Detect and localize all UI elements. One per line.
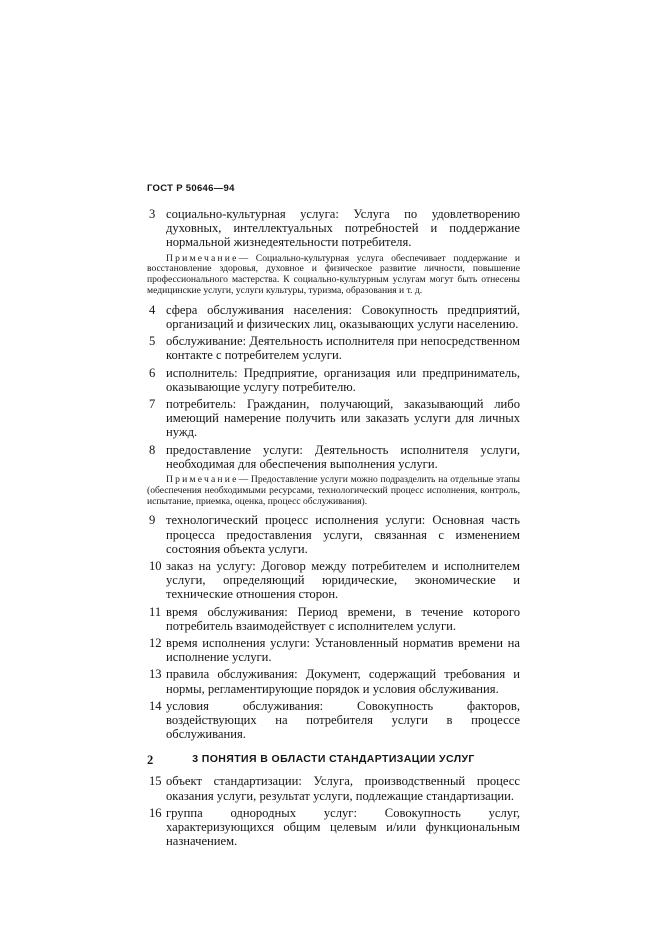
term-entry (147, 559, 520, 602)
term-number: 4 (149, 302, 156, 317)
term-entry (147, 774, 520, 802)
term-definition: социально-культурная услуга: Услуга по удовлетворению духовных, интеллектуальных потребностей и поддержание нормальной жизнедеятельности потребителя. (166, 207, 520, 250)
section-title: 3 ПОНЯТИЯ В ОБЛАСТИ СТАНДАРТИЗАЦИИ УСЛУГ (192, 753, 475, 766)
term-number: 5 (149, 334, 156, 349)
document-content (147, 207, 520, 851)
term-number: 12 (149, 636, 162, 651)
term-definition: время исполнения услуги: Установленный норматив времени на исполнение услуги. (166, 636, 520, 665)
term-number: 14 (149, 698, 162, 713)
term-definition: правила обслуживания: Документ, содержащий требования и нормы, регламентирующие порядок и условия обслуживания. (166, 667, 520, 696)
note-2-text: — Предоставление услуги можно подразделить на отдельные этапы (обеспечения необходимыми ресурсами, технологический процесс исполнения, контроль, испытание, приемка, оценка, процесс обслуживания). (147, 474, 520, 507)
term-definition: технологический процесс исполнения услуги: Основная часть процесса предоставления услуги, связанная с изменением состояния объекта услуги. (166, 513, 520, 556)
term-definition: потребитель: Гражданин, получающий, заказывающий либо имеющий намерение получить или заказать услуги для личных нужд. (166, 397, 520, 440)
term-entry (147, 636, 520, 664)
term-definition: предоставление услуги: Деятельность исполнителя услуги, необходимая для обеспечения выполнения услуги. (166, 442, 520, 471)
term-definition: заказ на услугу: Договор между потребителем и исполнителем услуги, определяющий юридические, экономические и технические отношения сторон. (166, 559, 520, 602)
term-number: 16 (149, 805, 162, 820)
term-entry (147, 443, 520, 471)
term-definition: условия обслуживания: Совокупность факторов, воздействующих на потребителя услуги в процессе обслуживания. (166, 698, 520, 742)
term-entry (147, 667, 520, 695)
term-definition: объект стандартизации: Услуга, производственный процесс оказания услуги, результат услуги, подлежащие стандартизации. (166, 774, 520, 803)
note-2-label: Примечание (166, 474, 239, 486)
term-number: 9 (149, 513, 156, 528)
term-number: 15 (149, 774, 162, 789)
term-entry (147, 303, 520, 331)
terms-group-a (147, 207, 520, 250)
term-definition: группа однородных услуг: Совокупность услуг, характеризующихся общим целевым и/или функциональным назначением. (166, 805, 520, 849)
term-number: 7 (149, 397, 156, 412)
term-definition: исполнитель: Предприятие, организация или предприниматель, оказывающие услугу потребителю. (166, 365, 520, 394)
document-header: ГОСТ Р 50646—94 (147, 183, 235, 194)
term-entry (147, 605, 520, 633)
term-number: 6 (149, 365, 156, 380)
term-entry (147, 207, 520, 250)
term-number: 3 (149, 207, 156, 221)
note-1-text: — Социально-культурная услуга обеспечивает поддержание и восстановление здоровья, духовное и физическое развитие личности, повышение профессионального мастерства. К социально-культурным услугам могут быть отнесены медицинские услуги, услуги культуры, туризма, образования и т. д. (147, 252, 520, 296)
note-1 (147, 254, 520, 297)
term-entry (147, 699, 520, 742)
term-number: 11 (149, 604, 162, 619)
note-1-label: Примечание (166, 252, 239, 264)
note-2 (147, 475, 520, 507)
term-entry (147, 366, 520, 394)
term-entry (147, 334, 520, 362)
term-entry (147, 397, 520, 440)
term-number: 8 (149, 442, 156, 457)
page-number: 2 (147, 753, 154, 767)
terms-group-b (147, 303, 520, 471)
term-definition: обслуживание: Деятельность исполнителя при непосредственном контакте с потребителем услуги. (166, 334, 520, 363)
term-entry (147, 513, 520, 556)
term-definition: время обслуживания: Период времени, в течение которого потребитель взаимодействует с исполнителем услуги. (166, 604, 520, 633)
term-number: 13 (149, 667, 162, 682)
term-entry (147, 806, 520, 849)
term-number: 10 (149, 559, 162, 574)
term-definition: сфера обслуживания населения: Совокупность предприятий, организаций и физических лиц, оказывающих услуги населению. (166, 302, 520, 331)
terms-group-c (147, 513, 520, 741)
terms-group-d (147, 774, 520, 848)
